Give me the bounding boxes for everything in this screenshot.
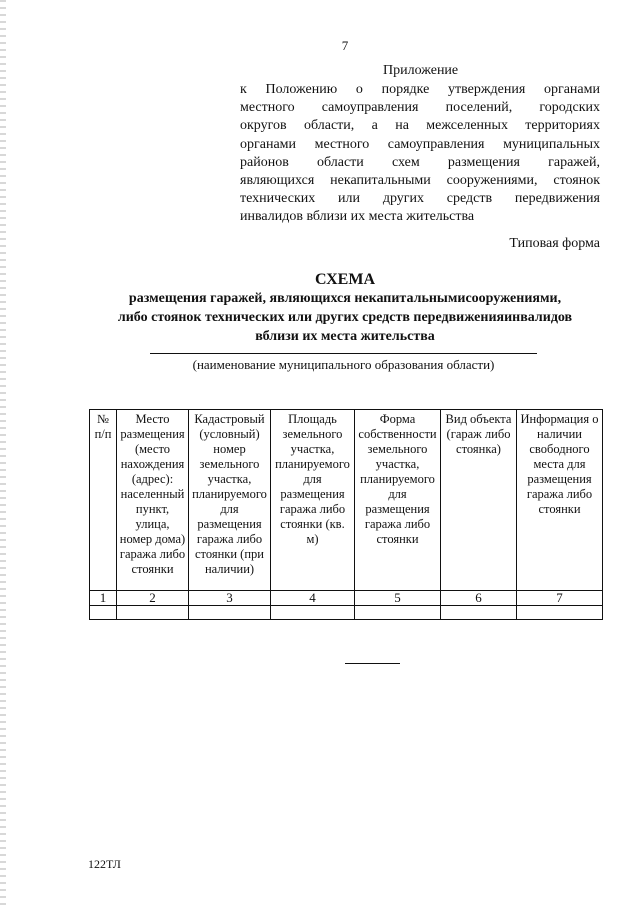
header-cell: № п/п <box>90 410 117 591</box>
empty-cell <box>441 606 517 620</box>
document-heading: СХЕМА <box>314 271 376 288</box>
appendix-line: местного самоуправления поселений, городских <box>240 100 600 116</box>
document-subheading <box>0 289 640 346</box>
header-cell: Форма собственности земельного участка, планируемого для размещения гаража либо стоянки <box>355 410 441 591</box>
page-number: 7 <box>341 38 349 53</box>
end-of-document-rule <box>345 663 400 664</box>
table-header-row <box>90 410 603 591</box>
footer-code: 122ТЛ <box>88 857 121 871</box>
header-cell: Кадастровый (условный) номер земельного участка, планируемого для размещения гаража либо стоянки (при наличии) <box>189 410 271 591</box>
appendix-line: технических или других средств передвижения <box>240 191 600 207</box>
header-cell: Площадь земельного участка, планируемого для размещения гаража либо стоянки (кв. м) <box>271 410 355 591</box>
subheading-line: либо стоянок технических или других средств передвиженияинвалидов <box>117 310 573 325</box>
empty-cell <box>271 606 355 620</box>
column-number-cell: 7 <box>517 591 603 606</box>
appendix-line: округов области, а на межселенных территориях <box>240 118 600 134</box>
empty-cell <box>189 606 271 620</box>
empty-cell <box>90 606 117 620</box>
empty-cell <box>517 606 603 620</box>
appendix-title: Приложение <box>383 63 459 78</box>
form-type-label: Типовая форма <box>509 236 600 251</box>
municipality-name-blank <box>150 353 537 354</box>
column-number-cell: 5 <box>355 591 441 606</box>
header-cell: Информация о наличии свободного места для размещения гаража либо стоянки <box>517 410 603 591</box>
municipality-name-caption: (наименование муниципального образования области) <box>192 357 495 372</box>
column-number-cell: 3 <box>189 591 271 606</box>
appendix-line: районов области схем размещения гаражей, <box>240 154 600 170</box>
appendix-body <box>240 81 600 227</box>
column-number-cell: 4 <box>271 591 355 606</box>
header-cell: Место размещения (место нахождения (адрес): населенный пункт, улица, номер дома) гаража либо стоянки <box>117 410 189 591</box>
subheading-line: вблизи их места жительства <box>255 329 435 344</box>
empty-cell <box>117 606 189 620</box>
appendix-line: к Положению о порядке утверждения органами <box>240 82 600 97</box>
appendix-line: органами местного самоуправления муниципальных <box>240 136 600 152</box>
column-number-cell: 6 <box>441 591 517 606</box>
subheading-line: размещения гаражей, являющихся некапитальнымисооружениями, <box>128 291 562 306</box>
column-number-row <box>90 591 603 606</box>
appendix-line: инвалидов вблизи их места жительства <box>240 209 475 225</box>
header-cell: Вид объекта (гараж либо стоянка) <box>441 410 517 591</box>
empty-cell <box>355 606 441 620</box>
appendix-line: являющихся некапитальными сооружениями, стоянок <box>240 173 600 189</box>
empty-data-row <box>90 606 603 620</box>
column-number-cell: 2 <box>117 591 189 606</box>
scan-left-edge <box>0 0 6 905</box>
scheme-table <box>89 409 603 620</box>
column-number-cell: 1 <box>90 591 117 606</box>
